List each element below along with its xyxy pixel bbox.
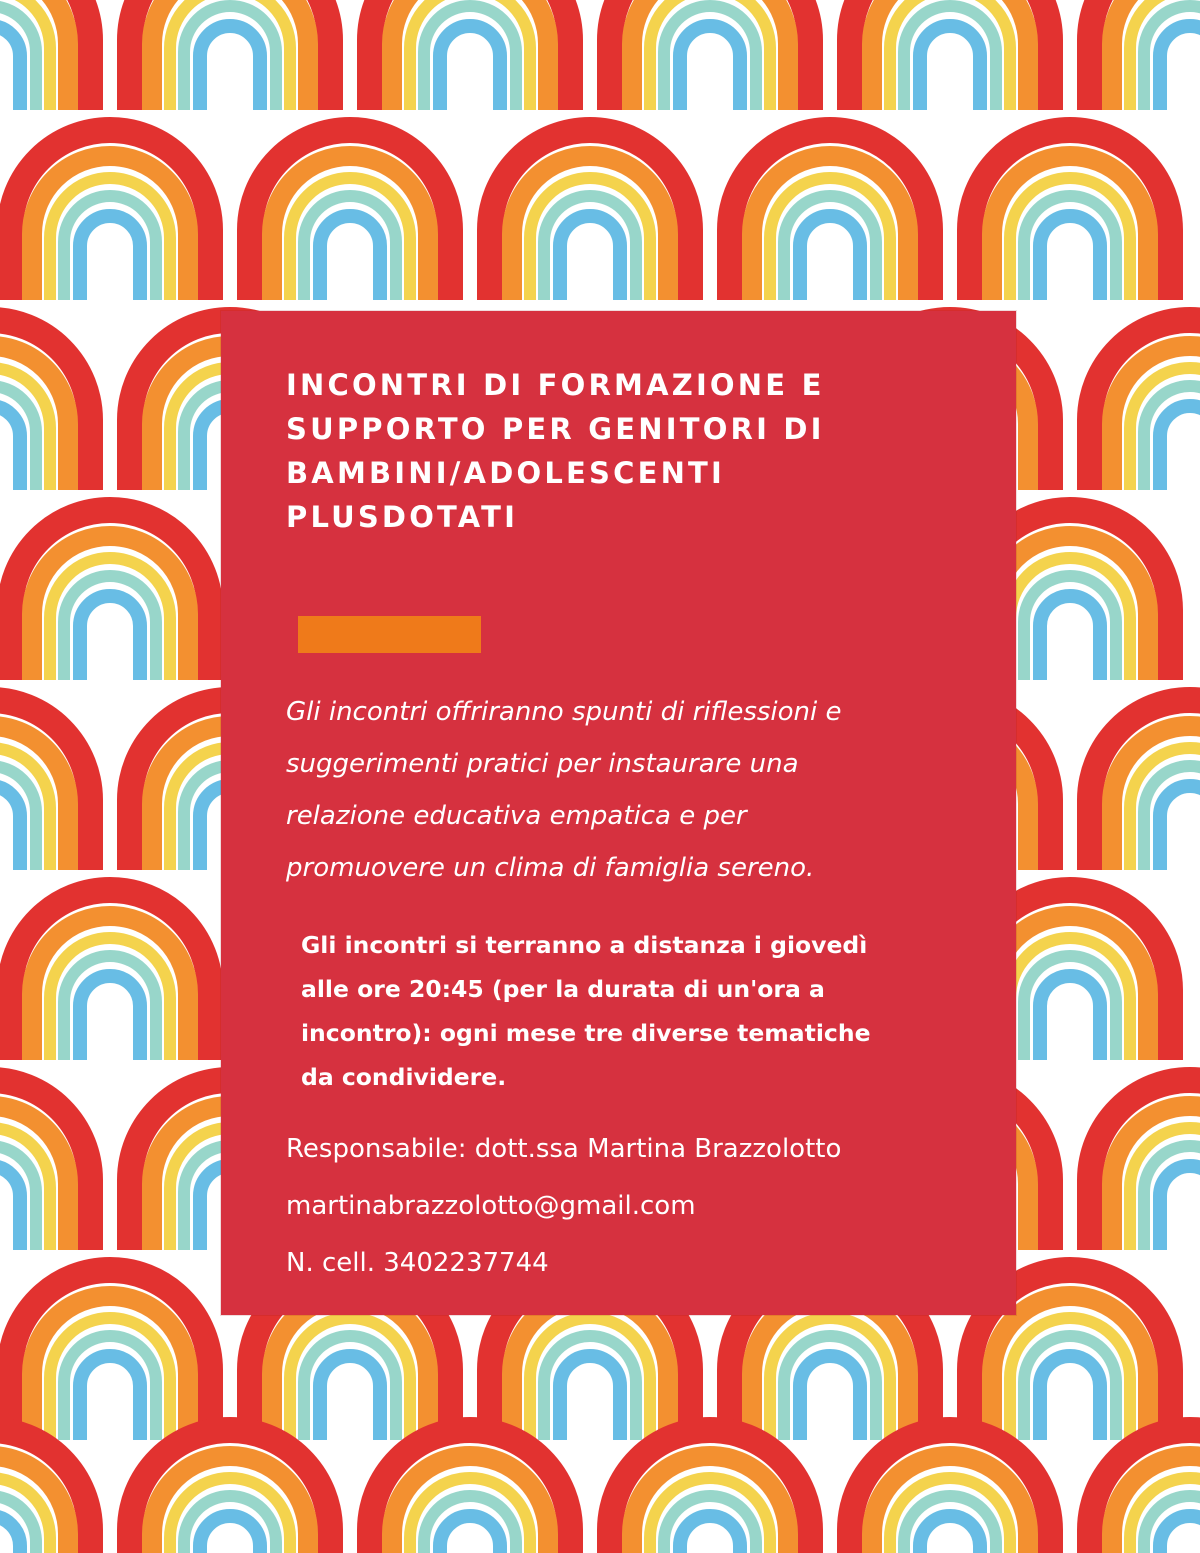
phone-line: N. cell. 3402237744 — [286, 1248, 549, 1278]
schedule-paragraph: Gli incontri si terranno a distanza i giovedì alle ore 20:45 (per la durata di un'ora a incontro): ogni mese tre diverse tematiche da condividere. — [301, 931, 871, 1091]
responsible-line: Responsabile: dott.ssa Martina Brazzolotto — [286, 1134, 842, 1164]
email-line: martinabrazzolotto@gmail.com — [286, 1191, 696, 1221]
contact-block — [286, 1121, 986, 1292]
accent-bar — [298, 616, 481, 653]
flyer-title: INCONTRI DI FORMAZIONE E SUPPORTO PER GENITORI DI BAMBINI/ADOLESCENTI PLUSDOTATI — [286, 368, 825, 534]
intro-paragraph: Gli incontri offriranno spunti di riflessioni e suggerimenti pratici per instaurare una relazione educativa empatica e per promuovere un clima di famiglia sereno. — [286, 697, 842, 883]
info-card — [221, 311, 1016, 1315]
